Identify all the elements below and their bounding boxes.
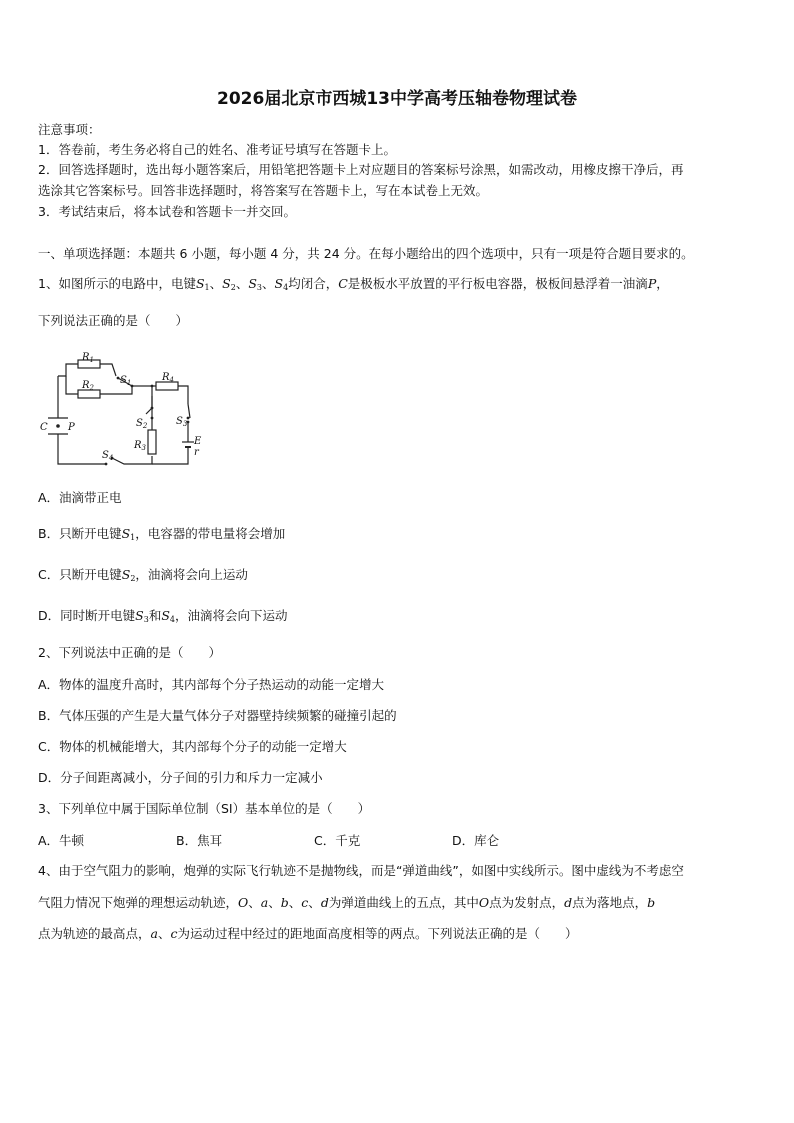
notice-item-1: 1．答卷前，考生务必将自己的姓名、准考证号填写在答题卡上。 [38,142,396,157]
opt-text: 和 [148,608,162,623]
sep: 、 [262,276,275,291]
sep: 、 [209,276,223,291]
label-r3: $R_3$ [134,440,146,452]
q4-stem-line2 [38,895,655,910]
sep: 、 [157,926,171,941]
q2-option-c: C．物体的机械能增大，其内部每个分子的动能一定增大 [38,739,347,754]
sub-3: 3 [143,615,149,624]
var-c: c [170,926,178,941]
sub-2: 2 [130,574,136,583]
label-s3: $S_3$ [176,416,188,428]
sub-2: 2 [230,283,236,292]
sub-1: 1 [204,283,210,292]
var-s2: S [121,567,131,582]
var-a: a [260,895,269,910]
sep: 、 [248,895,261,910]
notice-item-3: 3．考试结束后，将本试卷和答题卡一并交回。 [38,204,296,219]
var-c: C [338,276,348,291]
q4-text: 为弹道曲线上的五点，其中 [328,895,479,910]
opt-text: ，油滴将会向下运动 [175,608,288,623]
q4-text: 点为落地点， [572,895,648,910]
label-s4: $S_4$ [102,450,114,462]
opt-text: C．只断开电键 [38,567,122,582]
q1-stem-line2: 下列说法正确的是（ ） [38,313,189,328]
q2-option-d: D．分子间距离减小，分子间的引力和斥力一定减小 [38,770,323,785]
circuit-diagram [38,352,210,474]
var-a: a [150,926,158,941]
label-c: C [40,422,48,433]
opt-text: D．同时断开电键 [38,608,136,623]
q3-option-a: A．牛顿 [38,833,85,848]
sep: 、 [288,895,302,910]
label-r2: $R_2$ [82,380,94,392]
label-s1: $S_1$ [120,375,132,387]
q3-option-d: D．库仑 [452,833,500,848]
q1-stem-line1 [38,276,669,293]
q1-option-d [38,608,288,625]
q4-text: 点为轨迹的最高点， [38,926,151,941]
sub-1: 1 [130,533,136,542]
q1-option-a: A．油滴带正电 [38,490,122,505]
var-o: O [238,895,249,910]
q3-option-b: B．焦耳 [176,833,223,848]
q1-option-b [38,526,285,543]
page-title: 2026届北京市西城13中学高考压轴卷物理试卷 [217,89,577,109]
q3-stem: 3、下列单位中属于国际单位制（SI）基本单位的是（ ） [38,801,371,816]
notice-item-2-cont: 选涂其它答案标号。回答非选择题时，将答案写在答题卡上，写在本试卷上无效。 [38,183,489,198]
var-b: b [647,895,656,910]
q1-option-c [38,567,248,584]
label-s2: $S_2$ [136,418,148,430]
opt-text: ，油滴将会向上运动 [135,567,248,582]
q1-text-d: ， [656,276,669,291]
var-s3: S [135,608,144,623]
var-c: c [301,895,309,910]
var-s3: S [248,276,257,291]
q4-stem-line1: 4、由于空气阻力的影响，炮弹的实际飞行轨迹不是抛物线，而是“弹道曲线”，如图中实线所示。图中虚线为不考虑空 [38,863,684,878]
label-r1: $R_1$ [82,352,94,364]
label-p: P [68,422,75,433]
sep: 、 [235,276,249,291]
q4-stem-line3 [38,926,578,941]
var-s1: S [121,526,131,541]
sub-4: 4 [283,283,289,292]
var-s1: S [195,276,205,291]
notice-heading: 注意事项： [38,122,101,137]
section-heading: 一、单项选择题：本题共 6 小题，每小题 4 分，共 24 分。在每小题给出的四个选项中，只有一项是符合题目要求的。 [38,246,694,261]
var-s4: S [274,276,284,291]
notice-item-2: 2．回答选择题时，选出每小题答案后，用铅笔把答题卡上对应题目的答案标号涂黑，如需改动，用橡皮擦干净后，再 [38,162,684,177]
q2-option-a: A．物体的温度升高时，其内部每个分子热运动的动能一定增大 [38,677,385,692]
opt-text: B．只断开电键 [38,526,122,541]
q4-text: 为运动过程中经过的距地面高度相等的两点。下列说法正确的是（ ） [177,926,578,941]
label-e: E [194,436,202,447]
var-d: d [320,895,329,910]
sep: 、 [268,895,281,910]
q4-text: 点为发射点， [489,895,565,910]
sep: 、 [308,895,321,910]
var-o: O [478,895,490,910]
var-s4: S [161,608,170,623]
q3-option-c: C．千克 [314,833,361,848]
opt-text: ，电容器的带电量将会增加 [135,526,286,541]
sub-4: 4 [169,615,175,624]
q4-text: 气阻力情况下炮弹的理想运动轨迹， [38,895,239,910]
var-d: d [564,895,573,910]
q1-text-c: 是极板水平放置的平行板电容器，极板间悬浮着一油滴 [347,276,648,291]
var-s2: S [222,276,231,291]
sub-3: 3 [256,283,263,292]
q1-text-a: 1、如图所示的电路中，电键 [38,276,196,291]
q1-text-b: 均闭合， [288,276,339,291]
var-b: b [280,895,289,910]
var-p: P [647,276,657,291]
q2-option-b: B．气体压强的产生是大量气体分子对器壁持续频繁的碰撞引起的 [38,708,397,723]
q2-stem: 2、下列说法中正确的是（ ） [38,645,221,660]
label-r: r [194,447,199,458]
label-r4: $R_4$ [162,372,174,384]
